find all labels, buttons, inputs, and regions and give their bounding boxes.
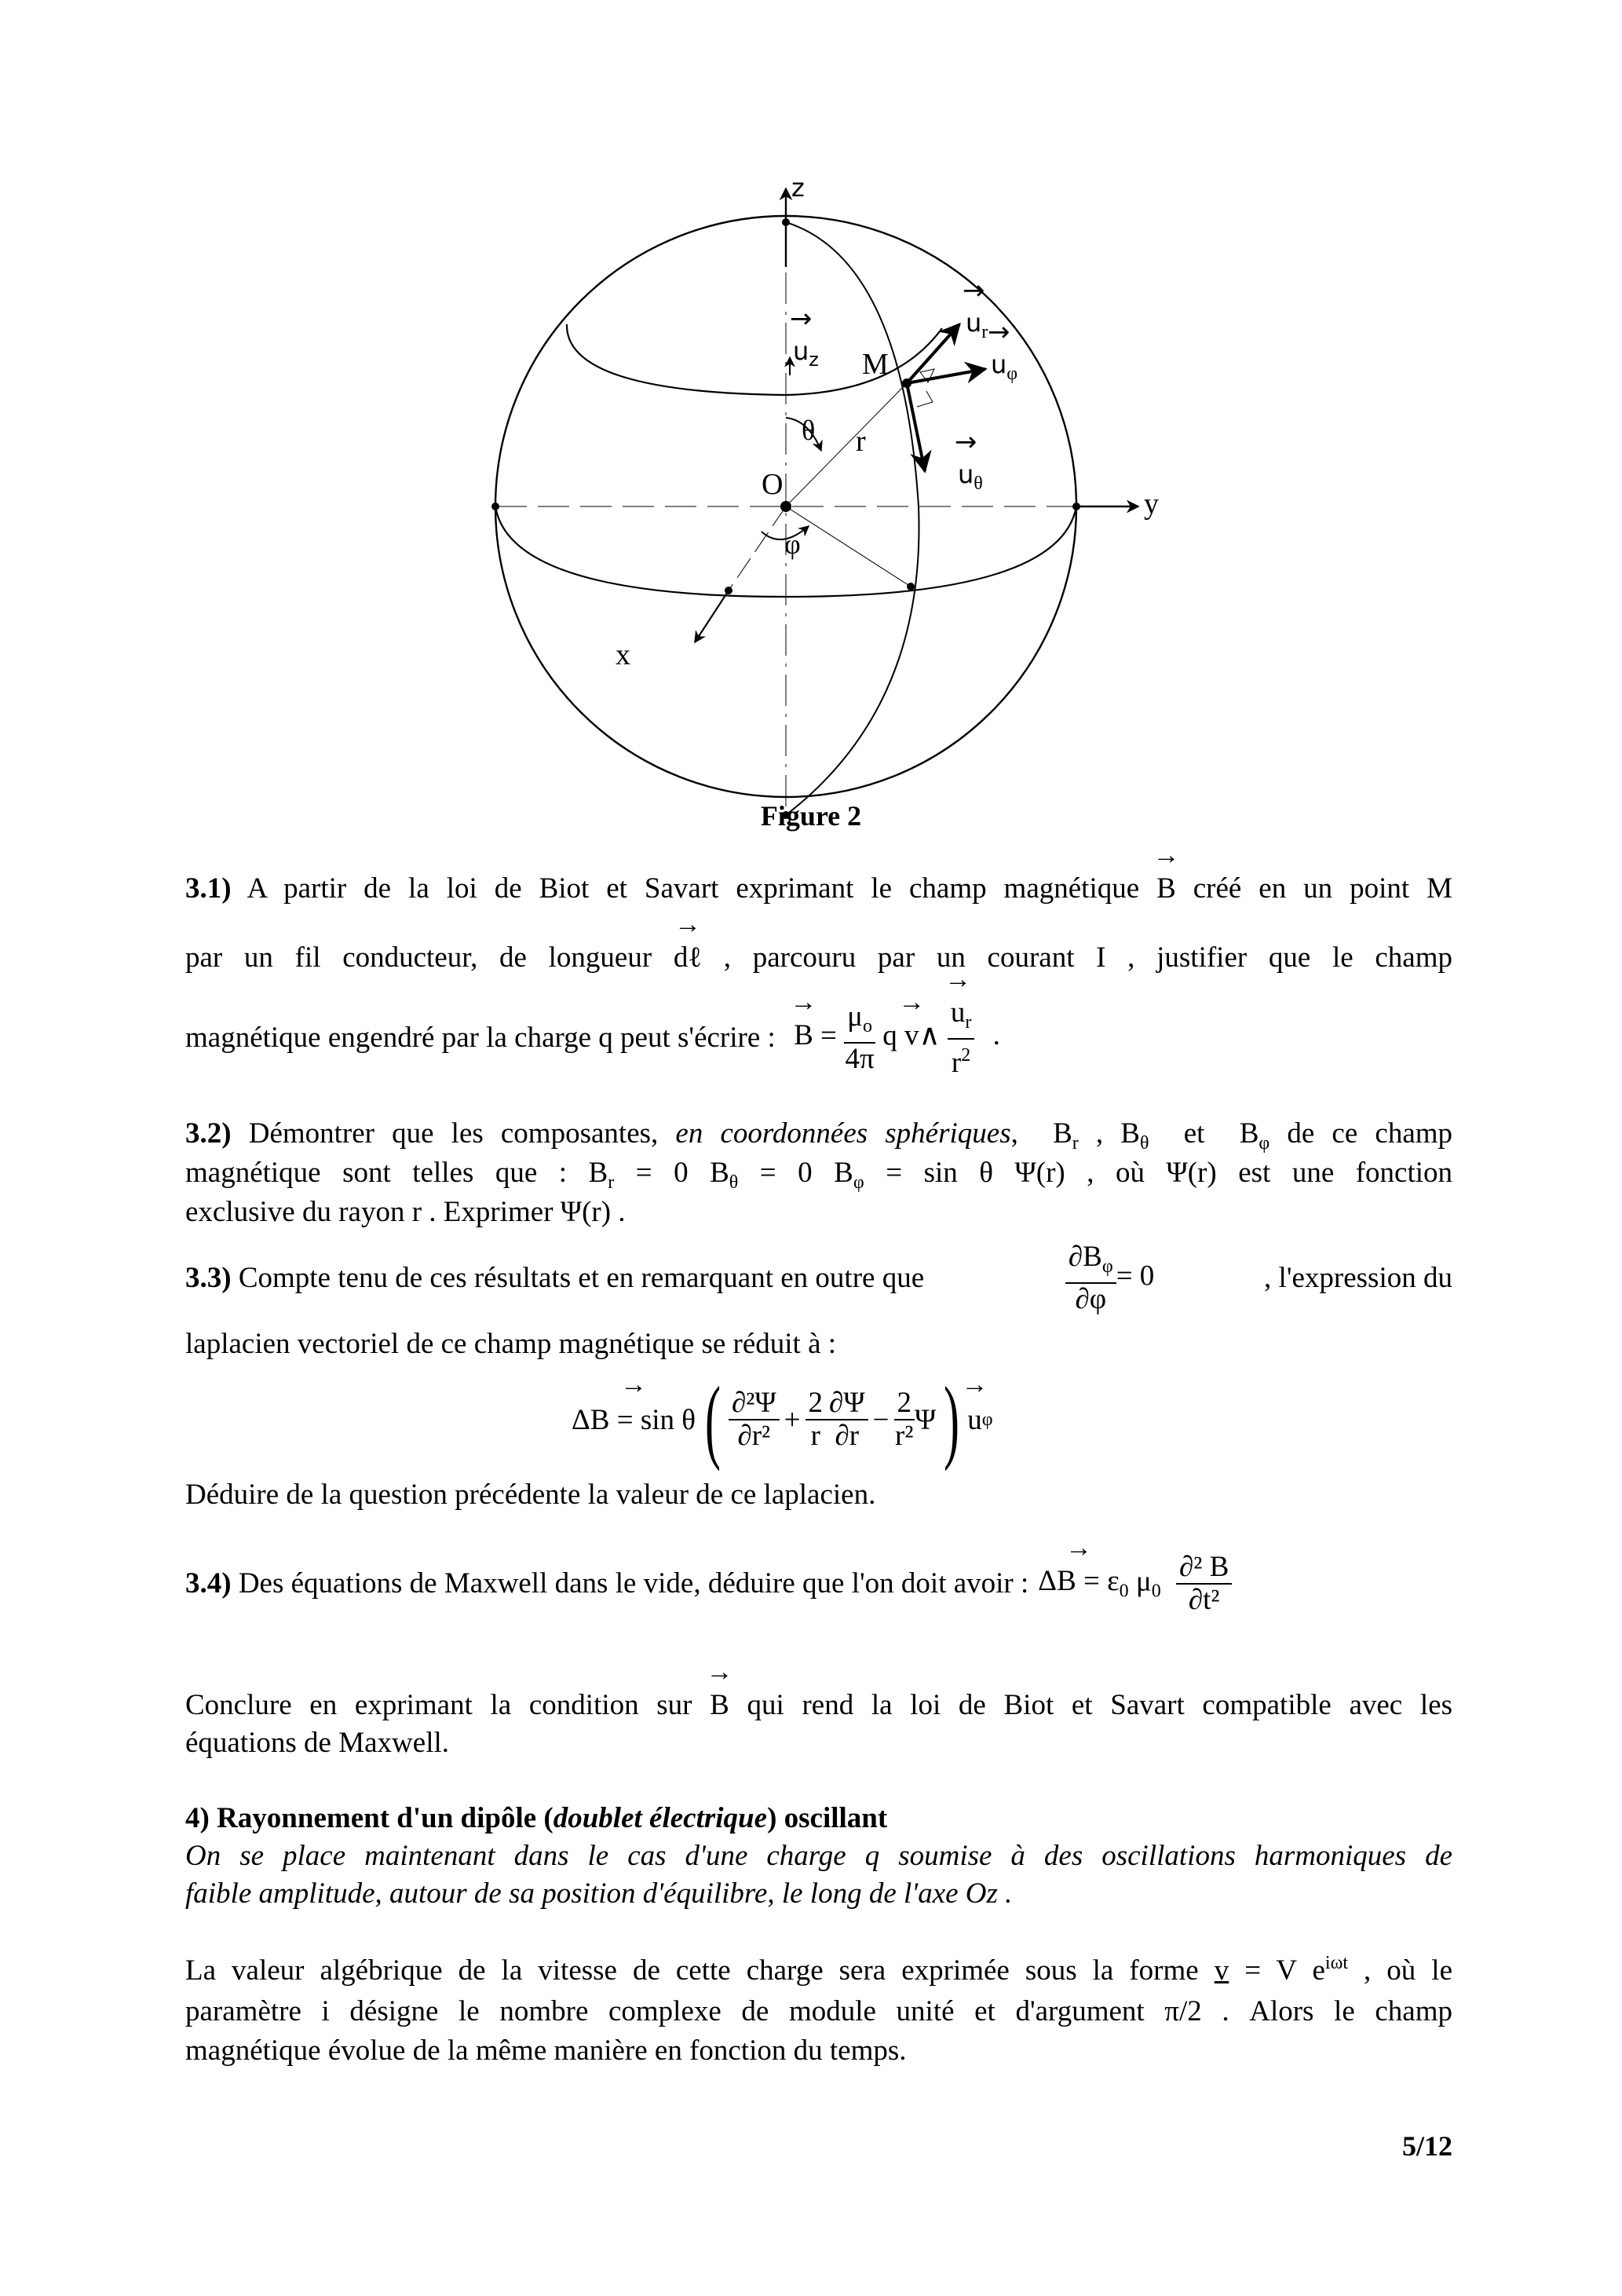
section-4-p2: paramètre i désigne le nombre complexe de module unité et d'argument π/2 . Alors le champ [185,1995,1452,2027]
right-angle-marks [917,369,934,407]
label-phi: φ [784,528,801,560]
wave-equation: → $\Delta B = \varepsilon_0$ $\mu_0$ $\frac{\text{∂² B}}{\text{∂t²}}$ [1038,1552,1232,1616]
section-4-p3: magnétique évolue de la même manière en fonction du temps. [185,2035,907,2067]
projection-line [786,506,911,587]
q31-line2: par un fil conducteur, de longueur → dℓ , parcouru par un courant I , justifier que le champ [185,941,1452,975]
q32-line3: exclusive du rayon r . Exprimer Ψ(r) . [185,1196,626,1228]
section-4-p1: La valeur algébrique de la vitesse de cette charge sera exprimée sous la forme v = V $e^{i\omega t}$ , où le [185,1953,1453,1987]
q34-line3: équations de Maxwell. [185,1727,449,1759]
section-4-intro-1: On se place maintenant dans le cas d'une charge q soumise à des oscillations harmoniques de [185,1840,1452,1872]
q31-number: 3.1) [185,872,232,905]
laplacian-equation: → ΔB = sin θ ( $\frac{\text{∂²Ψ}}{\text{∂r²}}$ + $\frac{2}{r}$ $\frac{\partial\Psi}{\partial r}$ − $\frac{2}{\text{r²}}$ Ψ ) → u φ [572,1373,993,1467]
q31-line3: magnétique engendré par la charge q peut s'écrire : → B = $\frac{\mu_o}{4\pi}$ q → v∧ → $\frac{u_r}{r^2}$ . [185,997,1452,1068]
dBphi-dphi-fraction: $\frac{\partial B_\varphi}{\partial\varphi}$ = 0 [1065,1241,1154,1315]
label-M: M [862,348,889,381]
q34-line2: Conclure en exprimant la condition sur → B qui rend la loi de Biot et Savart compatible avec les [185,1688,1452,1723]
label-theta: θ [802,415,816,446]
figure-2-sphere-diagram [440,157,1193,848]
vector-B: → B [1156,872,1176,906]
projection-point [907,583,915,590]
figure-caption: Figure 2 [760,800,862,832]
q33-line1: 3.3) Compte tenu de ces résultats et en remarquant en outre que $\frac{\partial B_\varphi}{\partial\varphi}$ = 0 , l'expression du [185,1241,1452,1315]
section-4-intro-2: faible amplitude, autour de sa position d'équilibre, le long de l'axe Oz . [185,1877,1013,1910]
label-O: O [762,468,784,501]
q33-line2: laplacien vectoriel de ce champ magnétique se réduit à : [185,1328,837,1360]
label-r: r [856,425,866,458]
label-x: x [616,638,630,671]
label-u-phi: → $u_\varphi$ [991,349,1017,385]
label-u-r: → $u_r$ [966,308,988,343]
x-axis-arrow [695,590,729,642]
q34-line1: 3.4) Des équations de Maxwell dans le vide, déduire que l'on doit avoir : → $\Delta B = \varepsilon_0$ $\mu_0$ $\frac{\text{∂² B}}{\text{∂t²}}$ [185,1541,1452,1627]
q32-line1: 3.2) Démontrer que les composantes, en coordonnées sphériques, $B_r$ , $B_\theta$ et $B_\varphi$ de ce champ [185,1117,1453,1153]
x-axis-point [725,587,732,594]
label-u-z: → $u_z$ [793,336,819,371]
label-u-theta: → $u_\theta$ [958,459,983,495]
q33-line3: Déduire de la question précédente la valeur de ce laplacien. [185,1479,876,1511]
section-4-title: 4) Rayonnement d'un dipôle (doublet électrique) oscillant [185,1802,888,1834]
label-y: y [1144,488,1159,521]
equator-left-point [491,503,499,510]
x-axis-dashed [729,506,786,590]
page-number: 5/12 [1401,2130,1452,2162]
vector-dl: → dℓ [674,941,702,975]
q31-line1: 3.1) A partir de la loi de Biot et Savart exprimant le champ magnétique → B créé en un point M [185,872,1452,906]
label-z: z [791,173,805,203]
sphere-diagram-svg [440,157,1193,848]
q32-line2: magnétique sont telles que : $B_r = 0$ $B_\theta = 0$ $B_\varphi = \sin \theta$ Ψ(r) , où Ψ(r) est une fonction [185,1157,1453,1193]
biot-savart-formula: → B = $\frac{\mu_o}{4\pi}$ q → v∧ → $\frac{u_r}{r^2}$ . [794,997,1000,1079]
